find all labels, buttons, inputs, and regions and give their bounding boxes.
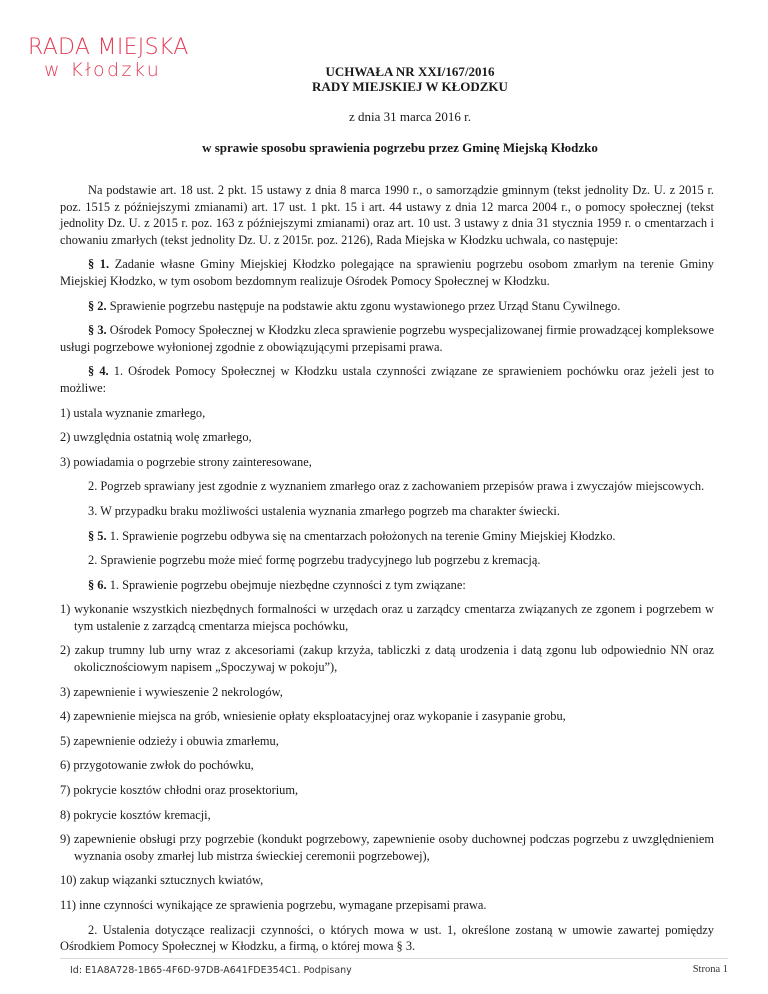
stamp-line-1: RADA MIEJSKA <box>28 35 189 60</box>
page-number: Strona 1 <box>692 964 728 975</box>
section-4-text: 1. Ośrodek Pomocy Społecznej w Kłodzku ustala czynności związane ze sprawieniem pochówku oraz jeżeli jest to możliwe: <box>60 364 714 395</box>
section-5 <box>60 528 714 545</box>
title-line-1: UCHWAŁA NR XXI/167/2016 <box>325 64 495 79</box>
document-id: Id: E1A8A728-1B65-4F6D-97DB-A641FDE354C1. Podpisany <box>70 965 352 976</box>
resolution-body <box>60 182 714 963</box>
resolution-date: z dnia 31 marca 2016 r. <box>348 109 471 124</box>
title-line-2: RADY MIEJSKIEJ W KŁODZKU <box>312 79 508 94</box>
list-item: 8) pokrycie kosztów kremacji, <box>60 807 211 822</box>
resolution-subject: w sprawie sposobu sprawienia pogrzebu przez Gminę Miejską Kłodzko <box>202 140 598 155</box>
list-item: 11) inne czynności wynikające ze sprawienia pogrzebu, wymagane przepisami prawa. <box>60 898 487 912</box>
list-item: 10) zakup wiązanki sztucznych kwiatów, <box>60 873 264 888</box>
section-6-paragraph-2: 2. Ustalenia dotyczące realizacji czynności, o których mowa w ust. 1, określone zostaną w umowie zawartej pomiędzy Ośrodkiem Pomocy Społecznej w Kłodzku, a firmą, o której mowa § 3. <box>60 922 714 954</box>
section-2-text: Sprawienie pogrzebu następuje na podstawie aktu zgonu wystawionego przez Urząd Stanu Cywilnego. <box>109 298 621 313</box>
section-6-text: 1. Sprawienie pogrzebu obejmuje niezbędne czynności z tym związane: <box>109 577 466 592</box>
section-5-text: 1. Sprawienie pogrzebu odbywa się na cmentarzach położonych na terenie Gminy Miejskiej Kłodzko. <box>109 528 616 543</box>
stamp-line-2: w Kłodzku <box>44 59 162 81</box>
council-stamp <box>28 36 208 81</box>
resolution-title <box>240 64 580 94</box>
section-1-label: § 1. <box>88 257 110 272</box>
section-1-text: Zadanie własne Gminy Miejskiej Kłodzko polegające na sprawieniu pogrzebu osobom zmarłym na terenie Gminy Miejskiej Kłodzko, w tym osobom bezdomnym realizuje Ośrodek Pomocy Społecznej w Kłodzku. <box>60 257 714 288</box>
list-item: 2) uwzględnia ostatnią wolę zmarłego, <box>60 430 252 445</box>
section-4-label: § 4. <box>88 364 109 379</box>
section-5-paragraph-2: 2. Sprawienie pogrzebu może mieć formę pogrzebu tradycyjnego lub pogrzebu z kremacją. <box>88 553 541 568</box>
section-4-paragraph-2: 2. Pogrzeb sprawiany jest zgodnie z wyznaniem zmarłego oraz z zachowaniem przepisów prawa i zwyczajów miejscowych. <box>88 479 705 494</box>
list-item: 5) zapewnienie odzieży i obuwia zmarłemu, <box>60 733 279 748</box>
section-1 <box>60 256 714 289</box>
list-item: 6) przygotowanie zwłok do pochówku, <box>60 758 254 773</box>
section-5-label: § 5. <box>88 528 107 543</box>
list-item: 3) zapewnienie i wywieszenie 2 nekrologów, <box>60 684 283 699</box>
footer-divider <box>60 958 728 959</box>
section-4 <box>60 363 714 396</box>
list-item: 9) zapewnienie obsługi przy pogrzebie (kondukt pogrzebowy, zapewnienie osoby duchownej podczas pogrzebu z uwzględnieniem wyznania osoby zmarłej lub mistrza świeckiej ceremonii pogrzebowej), <box>60 832 714 863</box>
list-item: 1) ustala wyznanie zmarłego, <box>60 405 206 420</box>
section-4-paragraph-3: 3. W przypadku braku możliwości ustalenia wyznania zmarłego pogrzeb ma charakter świecki. <box>88 503 560 518</box>
section-3-label: § 3. <box>88 323 107 338</box>
section-6 <box>60 577 714 594</box>
section-2 <box>60 298 714 315</box>
list-item: 3) powiadamia o pogrzebie strony zainteresowane, <box>60 454 312 469</box>
section-6-label: § 6. <box>88 577 107 592</box>
preamble: Na podstawie art. 18 ust. 2 pkt. 15 ustawy z dnia 8 marca 1990 r., o samorządzie gminnym (tekst jednolity Dz. U. z 2015 r. poz. 1515 z późniejszymi zmianami) art. 17 ust. 1 pkt. 15 i art. 44 ustawy z dnia 12 marca 2004 r., o pomocy społecznej (tekst jednolity Dz. U. z 2015 r. poz. 163 z późniejszymi zmianami) oraz art. 10 ust. 3 ustawy z dnia 31 stycznia 1959 r. o cmentarzach i chowaniu zmarłych (tekst jednolity Dz. U. z 2015r. poz. 2126), Rada Miejska w Kłodzku uchwala, co następuje: <box>60 183 714 247</box>
section-3-text: Ośrodek Pomocy Społecznej w Kłodzku zleca sprawienie pogrzebu wyspecjalizowanej firmie prowadzącej kompleksowe usługi pogrzebowe wyłonionej zgodnie z obowiązującymi przepisami prawa. <box>60 323 714 354</box>
section-3 <box>60 322 714 355</box>
list-item: 2) zakup trumny lub urny wraz z akcesoriami (zakup krzyża, tabliczki z datą urodzenia i datą zgonu lub odpowiednio NN oraz okolicznościowym napisem „Spoczywaj w pokoju”), <box>60 643 714 675</box>
section-2-label: § 2. <box>88 298 107 313</box>
list-item: 4) zapewnienie miejsca na grób, wniesienie opłaty eksploatacyjnej oraz wykopanie i zasypanie grobu, <box>60 709 566 724</box>
list-item: 1) wykonanie wszystkich niezbędnych formalności w urzędach oraz u zarządcy cmentarza związanych ze zgonem i pogrzebem w tym ustalenie z zarządcą cmentarza miejsca pochówku, <box>60 602 714 633</box>
list-item: 7) pokrycie kosztów chłodni oraz prosektorium, <box>60 783 299 798</box>
